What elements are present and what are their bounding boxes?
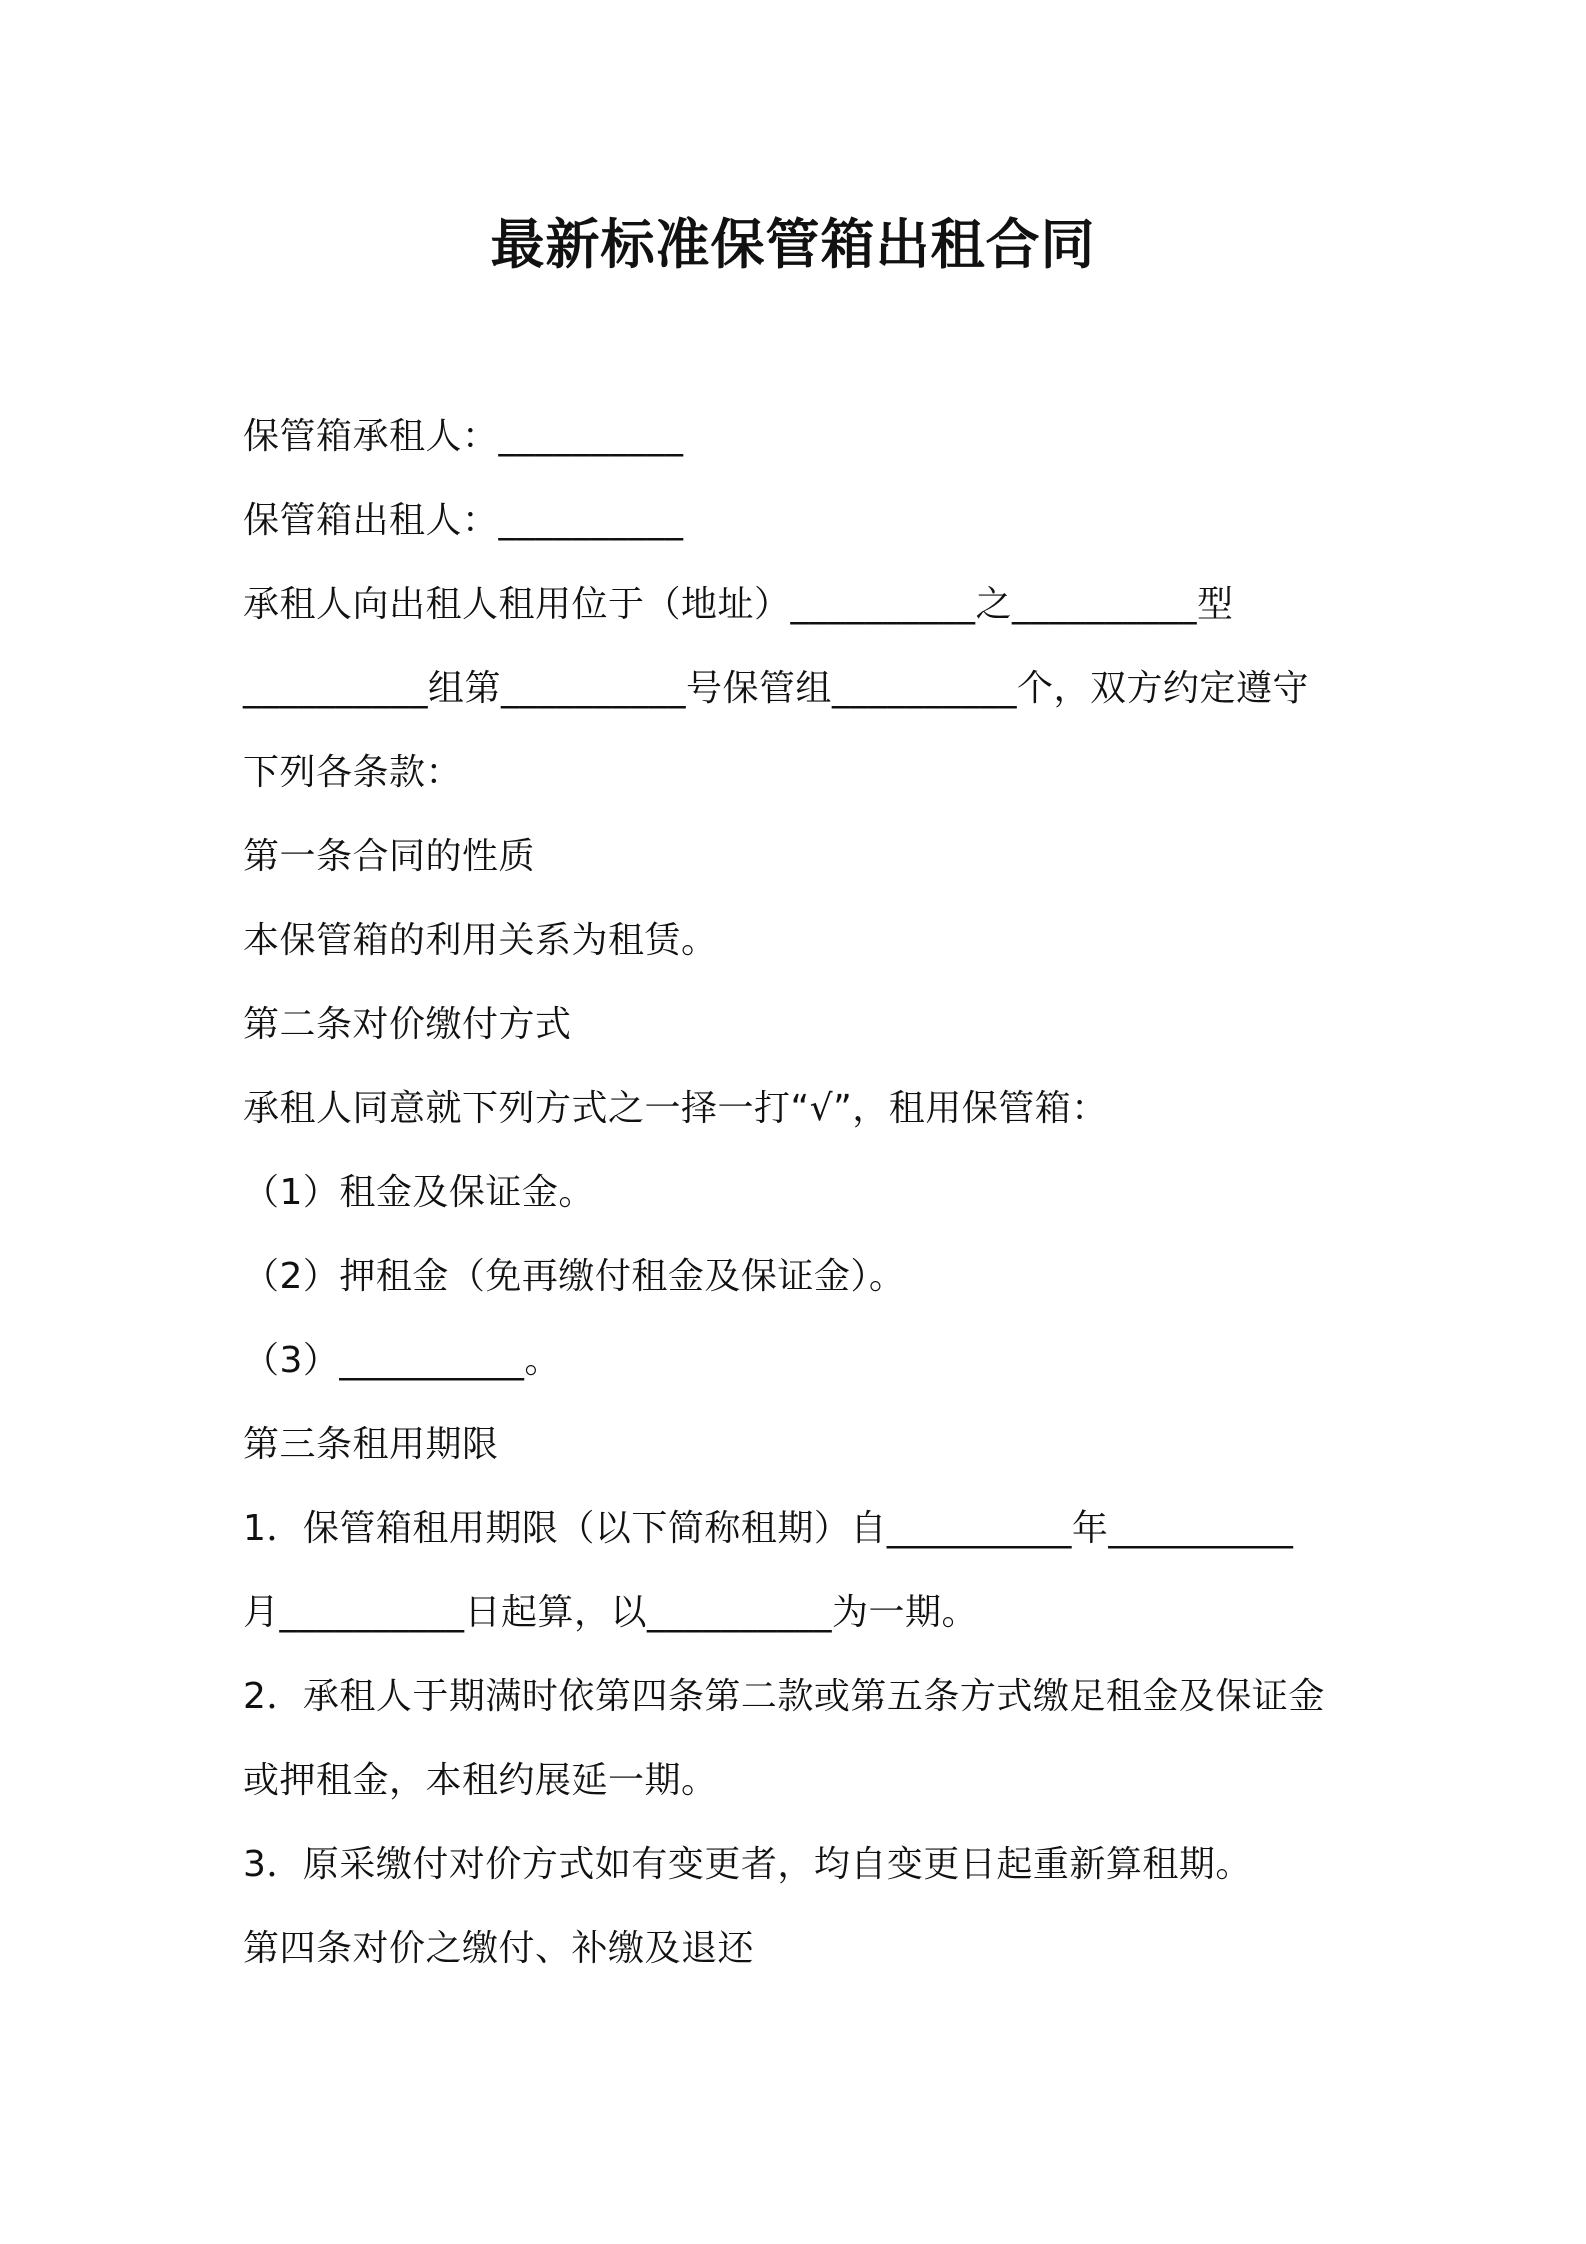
rental-period-line-1: 1．保管箱租用期限（以下简称租期）自__________年__________ bbox=[243, 1508, 1294, 1549]
payment-change-line: 3．原采缴付对价方式如有变更者，均自变更日起重新算租期。 bbox=[243, 1844, 1252, 1885]
rental-location-line: 承租人向出租人租用位于（地址）__________之__________型 bbox=[243, 584, 1234, 625]
article-one-heading: 第一条合同的性质 bbox=[243, 836, 536, 877]
payment-option-3: （3）__________。 bbox=[243, 1340, 561, 1381]
article-two-text: 承租人同意就下列方式之一择一打“√”，租用保管箱： bbox=[243, 1088, 1108, 1129]
lessee-line: 保管箱承租人：__________ bbox=[243, 416, 684, 457]
article-three-heading: 第三条租用期限 bbox=[243, 1424, 499, 1465]
rental-period-line-2: 月__________日起算，以__________为一期。 bbox=[243, 1592, 979, 1633]
renewal-line-1: 2．承租人于期满时依第四条第二款或第五条方式缴足租金及保证金 bbox=[243, 1676, 1325, 1717]
document-title: 最新标准保管箱出租合同 bbox=[490, 213, 1096, 276]
payment-option-1: （1）租金及保证金。 bbox=[243, 1172, 595, 1213]
terms-intro-line: 下列各条款： bbox=[243, 752, 463, 793]
article-one-text: 本保管箱的利用关系为租赁。 bbox=[243, 920, 718, 961]
renewal-line-2: 或押租金，本租约展延一期。 bbox=[243, 1760, 718, 1801]
payment-option-2: （2）押租金（免再缴付租金及保证金）。 bbox=[243, 1256, 906, 1297]
rental-group-line: __________组第__________号保管组__________个，双方约定遵守 bbox=[243, 668, 1310, 709]
article-two-heading: 第二条对价缴付方式 bbox=[243, 1004, 572, 1045]
lessor-line: 保管箱出租人：__________ bbox=[243, 500, 684, 541]
article-four-heading: 第四条对价之缴付、补缴及退还 bbox=[243, 1928, 755, 1969]
